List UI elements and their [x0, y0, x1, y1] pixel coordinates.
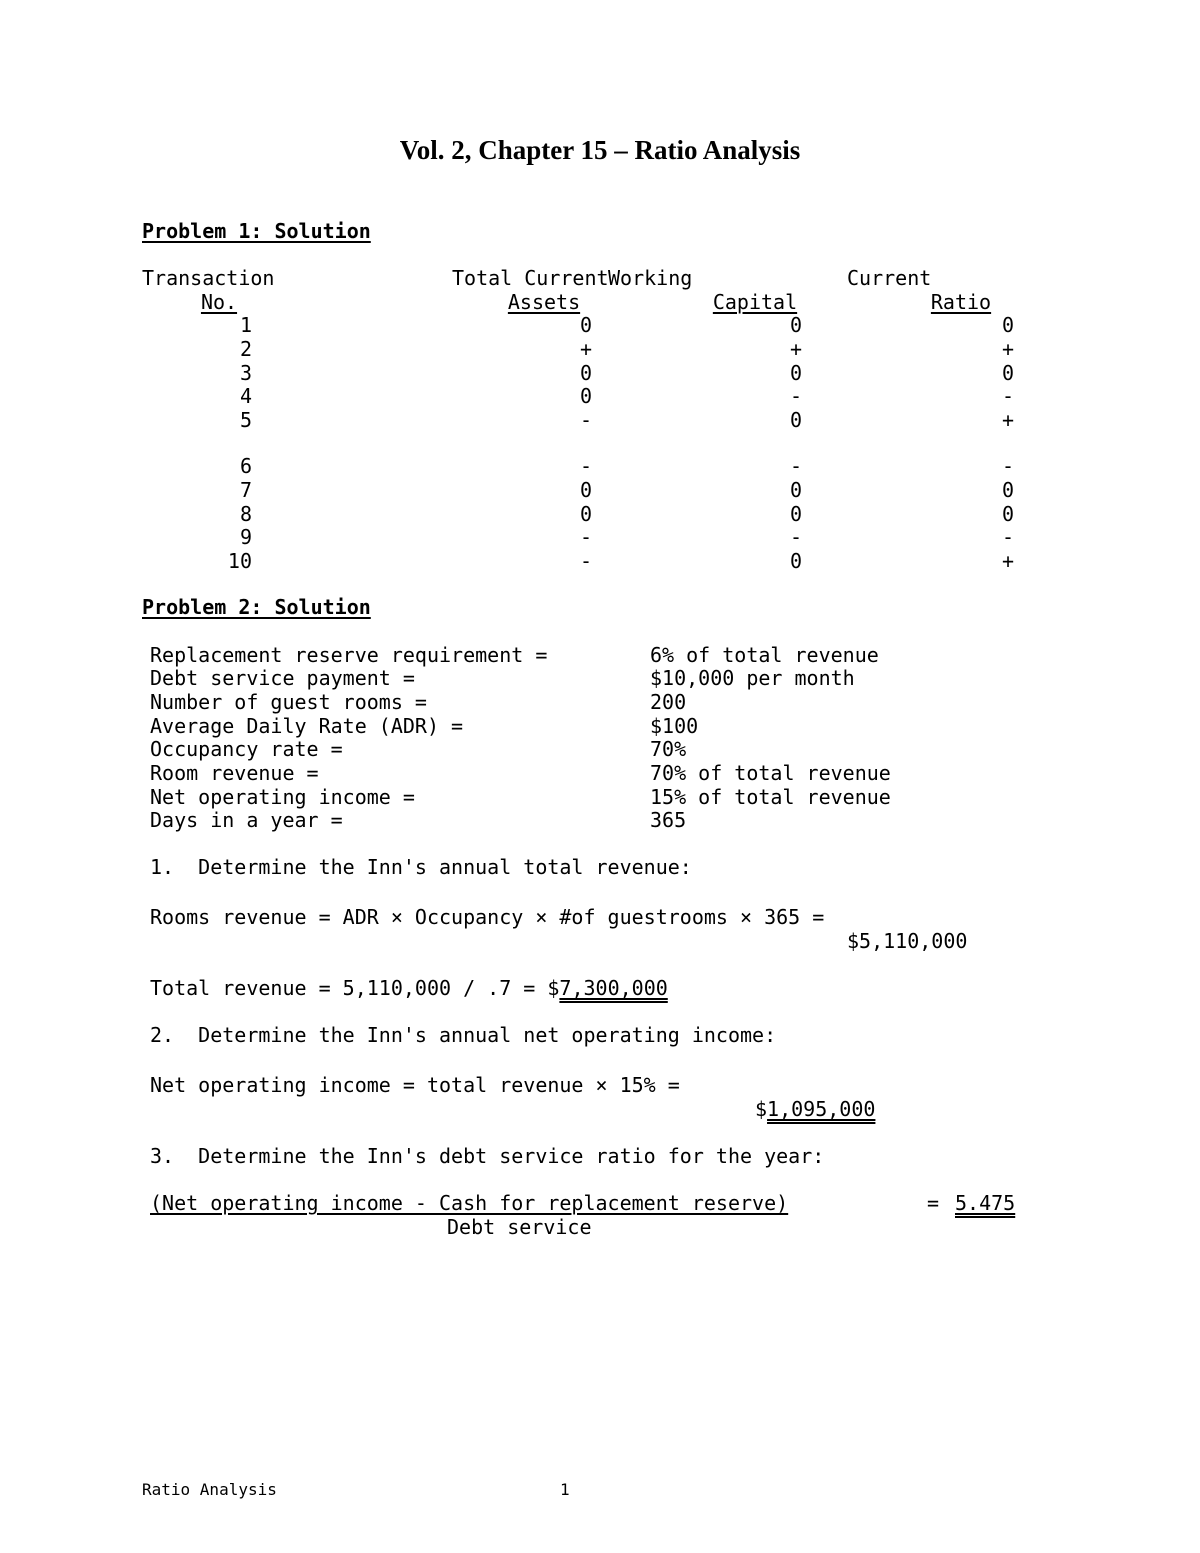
noi-result-prefix: $	[755, 1097, 768, 1121]
cell-no: 4	[239, 384, 252, 408]
given-label: Replacement reserve requirement =	[150, 643, 548, 667]
step1-text: 1. Determine the Inn's annual total revenue:	[150, 855, 692, 879]
given-value: 6% of total revenue	[650, 643, 879, 667]
cell-no: 6	[239, 454, 252, 478]
given-value: 70% of total revenue	[650, 761, 891, 785]
ratio-equals: =	[927, 1191, 940, 1215]
cell-assets: 0	[579, 502, 592, 526]
cell-ratio: 0	[1001, 502, 1014, 526]
cell-assets: 0	[579, 384, 592, 408]
cell-ratio: -	[1001, 384, 1014, 408]
given-value: 200	[650, 690, 687, 714]
total-revenue-result: 7,300,000	[559, 976, 668, 1000]
cell-capital: 0	[789, 502, 802, 526]
given-label: Net operating income =	[150, 785, 415, 809]
table-row	[0, 386, 1200, 409]
noi-formula: Net operating income = total revenue × 15% =	[150, 1073, 680, 1097]
cell-no: 5	[239, 408, 252, 432]
cell-capital: 0	[789, 313, 802, 337]
given-label: Average Daily Rate (ADR) =	[150, 714, 464, 738]
page-title: Vol. 2, Chapter 15 – Ratio Analysis	[399, 135, 801, 165]
cell-no: 7	[239, 478, 252, 502]
given-label: Debt service payment =	[150, 666, 415, 690]
ratio-result: 5.475	[955, 1191, 1016, 1215]
cell-assets: 0	[579, 478, 592, 502]
cell-capital: 0	[789, 361, 802, 385]
header-ratio: Ratio	[930, 290, 992, 314]
given-value: 70%	[650, 737, 687, 761]
given-label: Occupancy rate =	[150, 737, 343, 761]
given-label: Room revenue =	[150, 761, 319, 785]
ratio-numerator: (Net operating income - Cash for replacement reserve)	[150, 1191, 789, 1215]
table-row	[0, 456, 1200, 479]
cell-ratio: -	[1001, 454, 1014, 478]
total-revenue-line	[150, 978, 668, 998]
cell-no: 2	[239, 337, 252, 361]
noi-result: 1,095,000	[767, 1097, 876, 1121]
cell-capital: 0	[789, 408, 802, 432]
cell-no: 3	[239, 361, 252, 385]
cell-no: 8	[239, 502, 252, 526]
table-row	[0, 315, 1200, 338]
cell-assets: -	[579, 454, 592, 478]
cell-ratio: +	[1001, 337, 1014, 361]
table-row	[0, 339, 1200, 362]
page-number: 1	[560, 1480, 570, 1499]
given-label: Days in a year =	[150, 808, 343, 832]
cell-ratio: 0	[1001, 313, 1014, 337]
header-current: Current	[847, 266, 932, 290]
header-transaction: Transaction	[142, 266, 275, 290]
given-value: 15% of total revenue	[650, 785, 891, 809]
problem2-heading: Problem 2: Solution	[142, 595, 371, 619]
problem1-heading: Problem 1: Solution	[142, 219, 371, 243]
step3-text: 3. Determine the Inn's debt service ratio for the year:	[150, 1144, 825, 1168]
header-capital: Capital	[712, 290, 798, 314]
header-no: No.	[200, 290, 238, 314]
cell-capital: 0	[789, 549, 802, 573]
table-row	[0, 504, 1200, 527]
given-value: $100	[650, 714, 699, 738]
given-value: $10,000 per month	[650, 666, 855, 690]
cell-ratio: 0	[1001, 361, 1014, 385]
ratio-denominator: Debt service	[447, 1215, 592, 1239]
given-label: Number of guest rooms =	[150, 690, 427, 714]
cell-capital: -	[789, 525, 802, 549]
cell-assets: +	[579, 337, 592, 361]
total-revenue-formula: Total revenue = 5,110,000 / .7 = $	[150, 976, 560, 1000]
cell-assets: -	[579, 408, 592, 432]
cell-ratio: 0	[1001, 478, 1014, 502]
cell-ratio: +	[1001, 408, 1014, 432]
cell-assets: -	[579, 525, 592, 549]
step2-text: 2. Determine the Inn's annual net operating income:	[150, 1023, 777, 1047]
header-working: Working	[608, 266, 693, 290]
table-row	[0, 410, 1200, 433]
table-row	[0, 551, 1200, 574]
cell-assets: -	[579, 549, 592, 573]
given-value: 365	[650, 808, 687, 832]
table-row	[0, 527, 1200, 550]
cell-capital: -	[789, 454, 802, 478]
cell-capital: 0	[789, 478, 802, 502]
cell-no: 10	[227, 549, 252, 573]
rooms-revenue-result: $5,110,000	[847, 929, 968, 953]
cell-capital: -	[789, 384, 802, 408]
header-total-current: Total Current	[452, 266, 609, 290]
cell-no: 9	[239, 525, 252, 549]
cell-assets: 0	[579, 313, 592, 337]
noi-result-line	[755, 1099, 875, 1119]
table-row	[0, 480, 1200, 503]
cell-no: 1	[239, 313, 252, 337]
cell-capital: +	[789, 337, 802, 361]
cell-ratio: +	[1001, 549, 1014, 573]
cell-assets: 0	[579, 361, 592, 385]
table-row	[0, 363, 1200, 386]
header-assets: Assets	[507, 290, 581, 314]
rooms-revenue-formula: Rooms revenue = ADR × Occupancy × #of guestrooms × 365 =	[150, 905, 825, 929]
footer-title: Ratio Analysis	[142, 1480, 277, 1499]
cell-ratio: -	[1001, 525, 1014, 549]
